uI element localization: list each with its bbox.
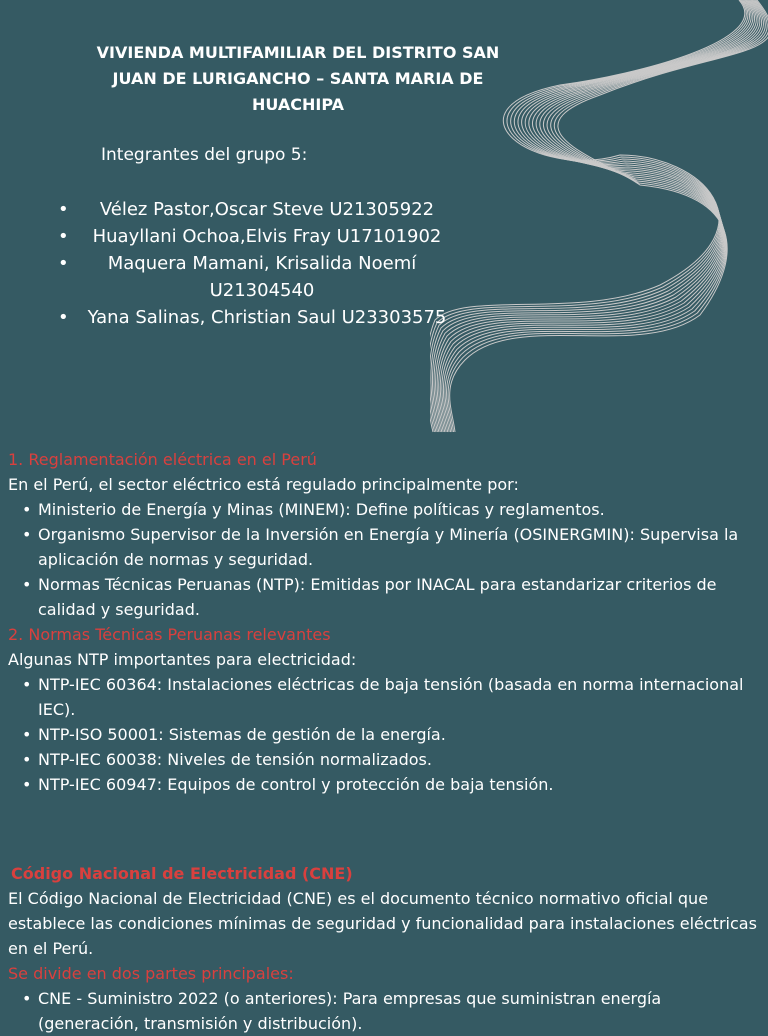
section-list bbox=[8, 497, 760, 622]
list-item: • Ministerio de Energía y Minas (MINEM): Define políticas y reglamentos. bbox=[38, 497, 760, 522]
list-item: • NTP-IEC 60364: Instalaciones eléctricas de baja tensión (basada en norma internacional IEC). bbox=[38, 672, 760, 722]
list-item: • NTP-ISO 50001: Sistemas de gestión de la energía. bbox=[38, 722, 760, 747]
section-list bbox=[8, 672, 760, 797]
list-item: • Organismo Supervisor de la Inversión en Energía y Minería (OSINERGMIN): Supervisa la aplicación de normas y seguridad. bbox=[38, 522, 760, 572]
member-item: • Huayllani Ochoa,Elvis Fray U17101902 bbox=[50, 223, 460, 250]
list-item: • NTP-IEC 60038: Niveles de tensión normalizados. bbox=[38, 747, 760, 772]
section-intro: Algunas NTP importantes para electricidad: bbox=[8, 650, 357, 669]
section-cne bbox=[8, 861, 760, 1036]
members-heading: Integrantes del grupo 5: bbox=[101, 145, 308, 165]
section-list bbox=[8, 986, 760, 1036]
list-item: • NTP-IEC 60947: Equipos de control y protección de baja tensión. bbox=[38, 772, 760, 797]
members-list bbox=[50, 196, 460, 331]
section-heading: 1. Reglamentación eléctrica en el Perú bbox=[8, 450, 317, 469]
member-item: • Yana Salinas, Christian Saul U23303575 bbox=[50, 304, 460, 331]
member-item: • Maquera Mamani, Krisalida Noemí U21304540 bbox=[50, 250, 460, 304]
list-item: • Normas Técnicas Peruanas (NTP): Emitidas por INACAL para estandarizar criterios de calidad y seguridad. bbox=[38, 572, 760, 622]
section-body: El Código Nacional de Electricidad (CNE) es el documento técnico normativo oficial que establece las condiciones mínimas de seguridad y funcionalidad para instalaciones eléctricas en el Perú. bbox=[8, 889, 757, 958]
list-item: • CNE - Suministro 2022 (o anteriores): Para empresas que suministran energía (generación, transmisión y distribución). bbox=[38, 986, 760, 1036]
section-heading: Código Nacional de Electricidad (CNE) bbox=[11, 864, 353, 883]
section-reglamentacion bbox=[8, 447, 760, 797]
section-heading: 2. Normas Técnicas Peruanas relevantes bbox=[8, 625, 331, 644]
member-item: • Vélez Pastor,Oscar Steve U21305922 bbox=[50, 196, 460, 223]
section-subheading: Se divide en dos partes principales: bbox=[8, 964, 294, 983]
section-intro: En el Perú, el sector eléctrico está regulado principalmente por: bbox=[8, 475, 519, 494]
document-title: VIVIENDA MULTIFAMILIAR DEL DISTRITO SAN JUAN DE LURIGANCHO – SANTA MARIA DE HUACHIPA bbox=[96, 43, 500, 114]
